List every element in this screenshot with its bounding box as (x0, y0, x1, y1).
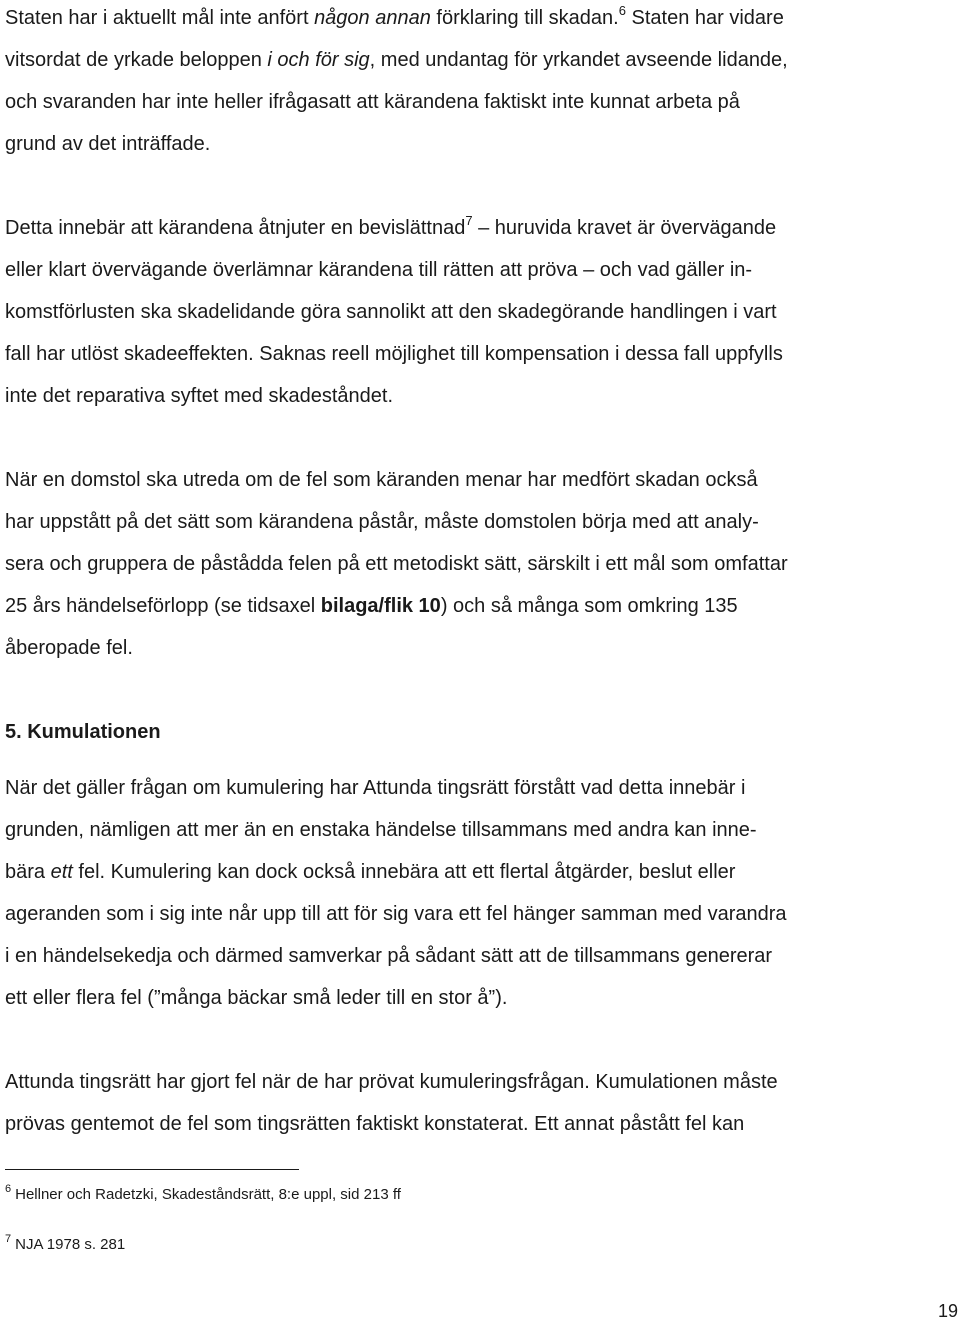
appendix-reference: bilaga/flik 10 (320, 595, 441, 617)
paragraph-1-line-3: och svaranden har inte heller ifrågasatt att kärandena faktiskt inte kunnat arbeta på (5, 91, 740, 113)
footnote-7: $^7$ NJA 1978 s. 281 (5, 1233, 126, 1253)
paragraph-4-line-3: bära ett fel. Kumulering kan dock också innebära att ett flertal åtgärder, beslut eller (5, 861, 736, 883)
footnote-separator (5, 1169, 299, 1170)
footnote-number: 6 (5, 1183, 12, 1195)
footnote-number: 7 (5, 1233, 12, 1245)
footnote-ref-7[interactable]: 7 (465, 213, 473, 228)
paragraph-2-line-3: komstförlusten ska skadelidande göra sannolikt att den skadegörande handlingen i vart (5, 301, 777, 323)
paragraph-4-line-6: ett eller flera fel (”många bäckar små leder till en stor å”). (5, 987, 508, 1009)
paragraph-1-line-4: grund av det inträffade. (5, 133, 211, 155)
paragraph-3-line-5: åberopade fel. (5, 637, 133, 659)
paragraph-3-line-3: sera och gruppera de påstådda felen på ett metodiskt sätt, särskilt i ett mål som omfattar (5, 553, 788, 575)
paragraph-4-line-4: ageranden som i sig inte når upp till att för sig vara ett fel hänger samman med varandra (5, 903, 787, 925)
paragraph-3-line-2: har uppstått på det sätt som kärandena påstår, måste domstolen börja med att analy- (5, 511, 759, 533)
paragraph-2-line-5: inte det reparativa syftet med skadeståndet. (5, 385, 393, 407)
paragraph-4-line-5: i en händelsekedja och därmed samverkar på sådant sätt att de tillsammans genererar (5, 945, 773, 967)
paragraph-2-line-1: Detta innebär att kärandena åtnjuter en bevislättnad$^7$ – huruvida kravet är övervägande (5, 213, 777, 239)
paragraph-3-line-4: 25 års händelseförlopp (se tidsaxel bilaga/flik 10) och så många som omkring 135 (5, 595, 738, 617)
paragraph-2-line-2: eller klart övervägande överlämnar kärandena till rätten att pröva – och vad gäller in- (5, 259, 753, 281)
section-heading: 5. Kumulationen (5, 721, 161, 743)
footnote-ref-6[interactable]: 6 (618, 3, 626, 18)
paragraph-4-line-1: När det gäller frågan om kumulering har Attunda tingsrätt förstått vad detta innebär i (5, 777, 746, 799)
paragraph-5-line-2: prövas gentemot de fel som tingsrätten faktiskt konstaterat. Ett annat påstått fel kan (5, 1113, 745, 1135)
footnote-6: $^6$ Hellner och Radetzki, Skadeståndsrätt, 8:e uppl, sid 213 ff (5, 1183, 401, 1203)
paragraph-1-line-1: Staten har i aktuellt mål inte anfört någon annan förklaring till skadan.$^6$ Staten har vidare (5, 3, 784, 29)
paragraph-1-line-2: vitsordat de yrkade beloppen i och för sig, med undantag för yrkandet avseende lidande, (5, 49, 788, 71)
paragraph-3-line-1: När en domstol ska utreda om de fel som käranden menar har medfört skadan också (5, 469, 758, 491)
paragraph-2-line-4: fall har utlöst skadeeffekten. Saknas reell möjlighet till kompensation i dessa fall uppfylls (5, 343, 783, 365)
page-number: 19 (937, 1301, 958, 1321)
paragraph-4-line-2: grunden, nämligen att mer än en enstaka händelse tillsammans med andra kan inne- (5, 819, 757, 841)
paragraph-5-line-1: Attunda tingsrätt har gjort fel när de har prövat kumuleringsfrågan. Kumulationen måste (5, 1071, 778, 1093)
